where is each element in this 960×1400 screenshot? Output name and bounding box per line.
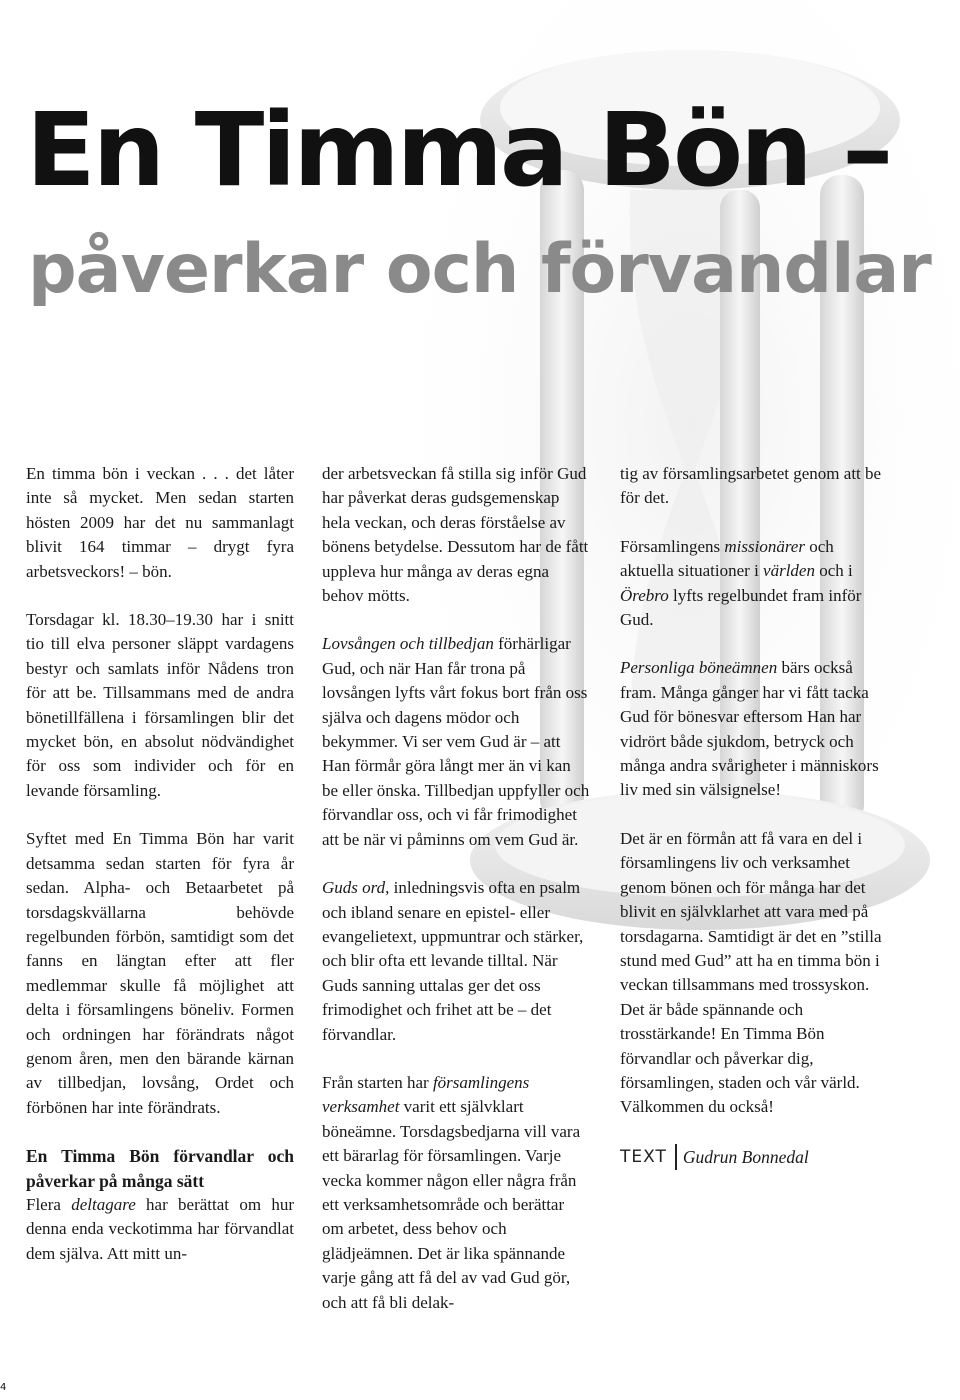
title-line-1: En Timma Bön – (26, 91, 891, 210)
paragraph: Syftet med En Timma Bön har varit detsamma sedan starten för fyra år sedan. Alpha- och Betaarbetet på torsdagskvällarna behövde regelbunden förbön, samtidigt som det fanns en längtan efter att fler medlemmar skulle få möjlighet att delta i församlingens böneliv. Formen och ordningen har förändrats något genom åren, men den bärande kärnan av tillbedjan, lovsång, Ordet och förbönen har inte förändrats. (26, 829, 294, 1117)
paragraph: Guds ord, inledningsvis ofta en psalm och ibland senare en epistel- eller evangelietext, uppmuntrar och stärker, och blir ofta ett levande tilltal. När Guds sanning uttalas ger det oss frimodighet och frihet att be – det förvandlar. (322, 878, 584, 1044)
author-credit (620, 1144, 890, 1170)
paragraph: Lovsången och tillbedjan förhärligar Gud, och när Han får trona på lovsången lyfts vårt fokus bort från oss själva och dagens mödor och bekymmer. Vi ser vem Gud är – att Han förmår göra långt mer än vi kan be eller önska. Tillbedjan uppfyller och förvandlar oss, och vi får frimodighet att be när vi påminns om vem Gud är. (322, 634, 590, 849)
paragraph: Flera deltagare har berättat om hur denna enda veckotimma har förvandlat dem själva. Att mitt un- (26, 1194, 294, 1263)
page-number: 4 (0, 1382, 7, 1393)
author-name: Gudrun Bonnedal (682, 1146, 809, 1167)
paragraph: Torsdagar kl. 18.30–19.30 har i snitt tio till elva personer släppt vardagens bestyr och samlats inför Nådens tron för att be. Tillsammans med de andra bönetillfällena i församlingen blir det mycket bön, en absolut nödvändighet för oss som individer och för en levande församling. (26, 610, 294, 800)
paragraph: tig av församlingsarbetet genom att be för det. (620, 464, 882, 508)
credit-divider (675, 1144, 677, 1170)
article-column-3 (620, 462, 890, 1170)
paragraph: Församlingens missionärer och aktuella situationer i världen och i Örebro lyfts regelbundet fram inför Gud. (620, 536, 862, 630)
paragraph: Från starten har församlingens verksamhet varit ett självklart böneämne. Torsdagsbedjarna vill vara ett bärarlag för församlingen. Varje vecka kommer någon eller några från ett verksamhetsområde och berättar om arbetet, dess behov och glädjeämnen. Det är lika spännande varje gång att få del av vad Gud gör, och att få bli delak- (322, 1072, 581, 1312)
credit-label: TEXT (620, 1146, 667, 1167)
paragraph: Det är en förmån att få vara en del i församlingens liv och verksamhet genom bönen och för många har det blivit en självklarhet att vara med på torsdagarna. Samtidigt är det en ”stilla stund med Gud” att ha en timma bön i veckan tillsammans med trossyskon. Det är både spännande och trosstärkande! En Timma Bön förvandlar och påverkar dig, församlingen, staden och vår värld. Välkommen du också! (620, 828, 882, 1117)
subheading: En Timma Bön förvandlar och påverkar på många sätt (26, 1146, 294, 1191)
article-column-1 (26, 462, 294, 1266)
title-line-2: påverkar och förvandlar (28, 230, 931, 309)
article-column-2 (322, 462, 590, 1315)
paragraph: Personliga böneämnen bärs också fram. Många gånger har vi fått tacka Gud för bönesvar eftersom Han har vidrört både sjukdom, betryck och många andra svårigheter i människors liv med sin välsignelse! (620, 658, 879, 800)
paragraph: En timma bön i veckan . . . det låter inte så mycket. Men sedan starten hösten 2009 har det nu sammanlagt blivit 164 timmar – drygt fyra arbetsveckors! – bön. (26, 464, 294, 581)
paragraph: der arbetsveckan få stilla sig inför Gud har påverkat deras gudsgemenskap hela veckan, och deras förståelse av bönens betydelse. Dessutom har de fått uppleva hur många av deras egna behov mötts. (322, 464, 589, 606)
headline (26, 91, 931, 309)
